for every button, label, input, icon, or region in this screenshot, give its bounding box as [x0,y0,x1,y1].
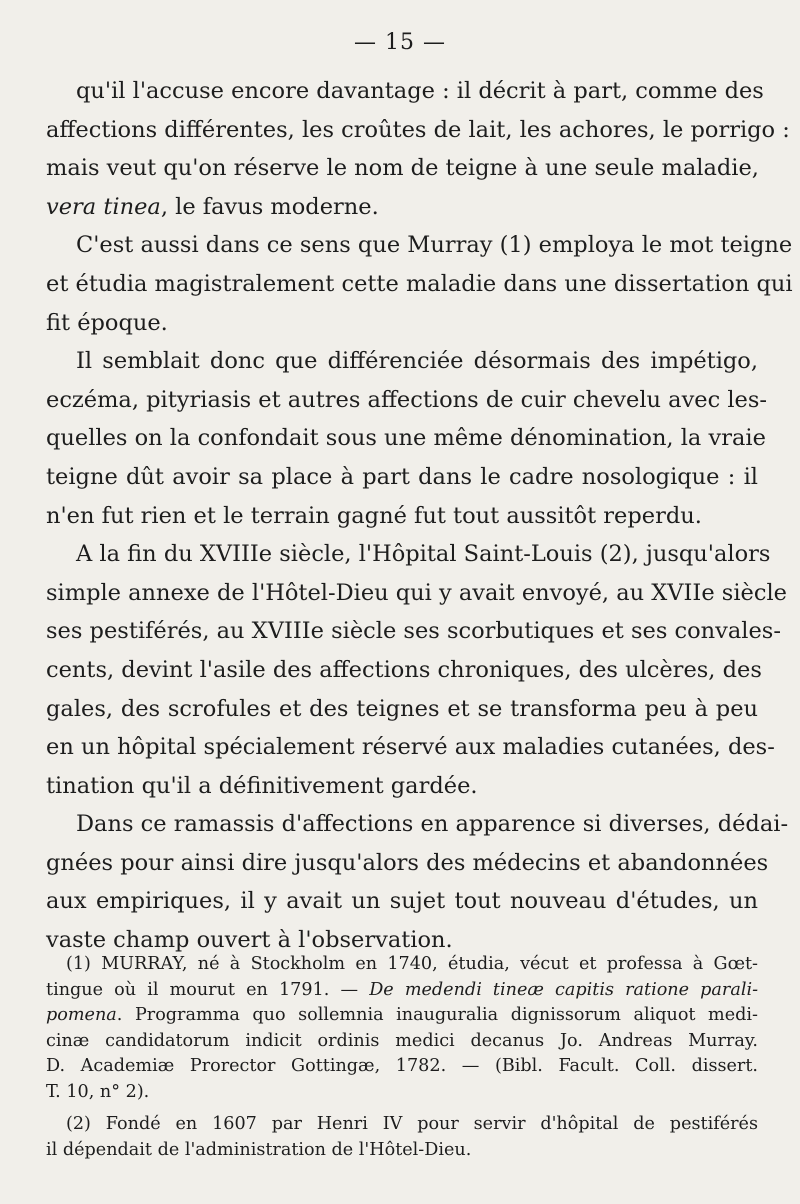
body-text: ses pestiférés, au XVIIIe siècle ses scorbutiques et ses convales- [46,618,781,645]
footnote-line [46,1112,758,1138]
body-line [46,419,766,458]
body-line [46,226,793,265]
body-text: fit époque. [46,309,168,336]
body-line [46,265,793,304]
body-line [46,651,762,690]
body-text: , le favus moderne. [160,193,379,220]
footnote-line [46,1003,758,1029]
body-line [46,805,789,844]
body-text: qu'il l'accuse encore davantage : il décrit à part, comme des [76,78,764,104]
body-line [46,188,758,227]
body-text: Il semblait donc que différenciée désormais des impétigo, [76,348,758,375]
main-text [46,72,793,960]
footnote-line [46,1138,758,1164]
body-line [46,342,758,381]
body-line [46,149,758,188]
body-line [46,574,787,613]
page-number: — 15 — [354,30,446,55]
body-line [46,767,758,806]
body-text: cents, devint l'asile des affections chroniques, des ulcères, des [46,656,762,683]
footnote-italic: De medendi tineæ capitis ratione parali- [369,979,759,1000]
footnote-italic: pomena [46,1005,117,1025]
body-text: aux empiriques, il y avait un sujet tout nouveau d'études, un [46,888,758,915]
body-text: affections différentes, les croûtes de lait, les achores, le porrigo : [46,116,790,143]
footnotes [46,952,758,1163]
body-line [46,728,775,767]
footnote-text: (2) Fondé en 1607 par Henri IV pour servir d'hôpital de pestiférés [66,1114,758,1134]
body-line [46,497,758,536]
body-line [46,304,758,343]
footnote-line [46,978,758,1004]
body-line [46,72,764,111]
body-text: teigne dût avoir sa place à part dans le cadre nosologique : il [46,463,758,490]
body-line [46,381,768,420]
body-text: mais veut qu'on réserve le nom de teigne à une seule maladie, [46,155,759,182]
body-line [46,690,758,729]
body-line [46,844,769,883]
footnote-text: T. 10, n° 2). [46,1081,150,1102]
footnote-line [46,1054,758,1080]
body-text: C'est aussi dans ce sens que Murray (1) employa le mot teigne [76,232,793,259]
footnote-line [46,1029,758,1055]
footnote-text: (1) MURRAY, né à Stockholm en 1740, étudia, vécut et professa à Gœt- [66,954,758,974]
body-text: gnées pour ainsi dire jusqu'alors des médecins et abandonnées [46,849,769,876]
footnote-text: . Programma quo sollemnia inauguralia dignissorum aliquot medi- [116,1005,758,1025]
body-text: simple annexe de l'Hôtel-Dieu qui y avait envoyé, au XVIIe siècle [46,579,787,606]
body-text: vaste champ ouvert à l'observation. [46,927,453,954]
body-text: quelles on la confondait sous une même dénomination, la vraie [46,425,766,452]
footnote-text: D. Academiæ Prorector Gottingæ, 1782. — (Bibl. Facult. Coll. dissert. [46,1056,758,1076]
body-text: en un hôpital spécialement réservé aux maladies cutanées, des- [46,734,775,761]
body-text: Dans ce ramassis d'affections en apparence si diverses, dédai- [76,811,789,838]
body-text: tination qu'il a définitivement gardée. [46,772,478,799]
body-line [46,111,790,150]
footnote-text: il dépendait de l'administration de l'Hôtel-Dieu. [46,1139,472,1160]
body-line [46,612,781,651]
body-line [46,535,771,574]
body-line [46,458,758,497]
body-text: A la fin du XVIIIe siècle, l'Hôpital Saint-Louis (2), jusqu'alors [76,541,771,568]
body-text: eczéma, pityriasis et autres affections de cuir chevelu avec les- [46,386,768,413]
footnote-line [46,952,758,978]
body-text: n'en fut rien et le terrain gagné fut tout aussitôt reperdu. [46,502,702,529]
body-line [46,882,758,921]
footnote-line [46,1080,758,1106]
footnote-text: tingue où il mourut en 1791. — [46,979,370,1000]
body-italic: vera tinea [46,193,161,220]
body-text: et étudia magistralement cette maladie dans une dissertation qui [46,270,793,297]
footnote-text: cinæ candidatorum indicit ordinis medici decanus Jo. Andreas Murray. [46,1030,758,1051]
body-text: gales, des scrofules et des teignes et se transforma peu à peu [46,695,758,722]
